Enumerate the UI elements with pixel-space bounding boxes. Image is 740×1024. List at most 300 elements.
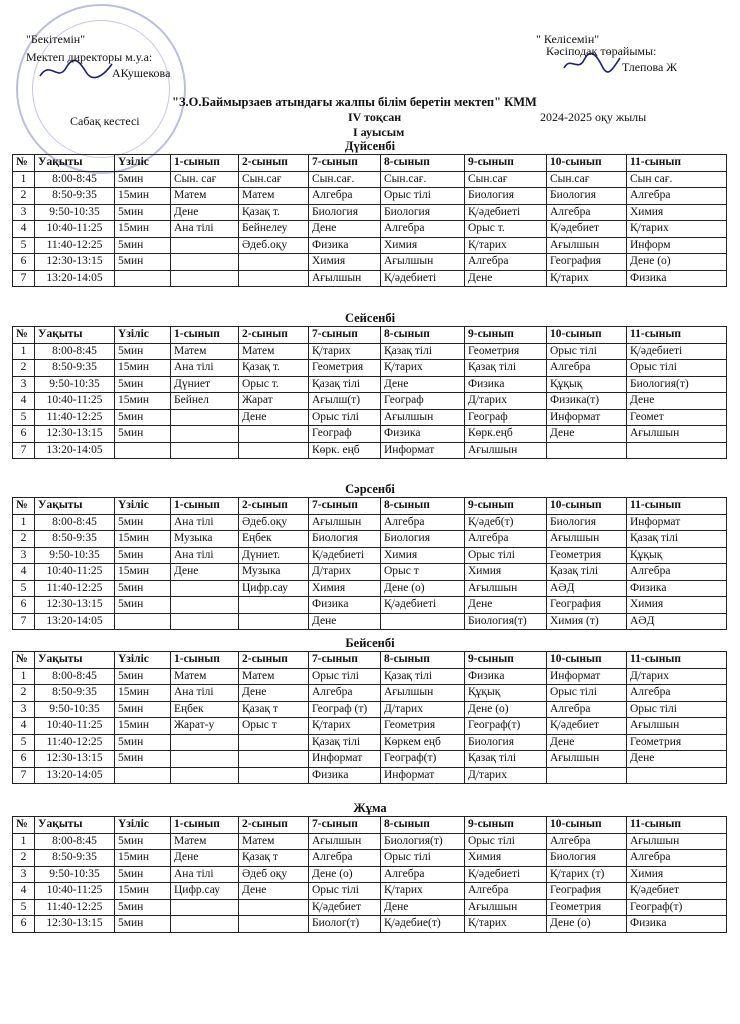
cell-num: 5 (13, 237, 35, 254)
cell-time: 11:40-12:25 (35, 409, 115, 426)
cell-grade2: Орыс т (239, 718, 309, 735)
table-row (13, 171, 727, 188)
cell-num: 4 (13, 564, 35, 581)
quarter-label: IV тоқсан (348, 110, 402, 124)
cell-grade10: Химия (т) (547, 613, 627, 630)
cell-grade8: Информат (381, 442, 465, 459)
cell-num: 6 (13, 426, 35, 443)
cell-time: 8:50-9:35 (35, 850, 115, 867)
cell-break: 5мин (115, 204, 171, 221)
cell-grade9: Ағылшын (465, 442, 547, 459)
cell-grade11: Д/тарих (627, 668, 727, 685)
cell-grade11: Дене (627, 393, 727, 410)
cell-time: 12:30-13:15 (35, 254, 115, 271)
cell-grade7: Географ (309, 426, 381, 443)
table-row (13, 564, 727, 581)
cell-grade8: Химия (381, 547, 465, 564)
column-header-grade1: 1-сынып (171, 327, 239, 344)
lesson-schedule-label: Сабақ кестесі (70, 114, 140, 128)
column-header-grade11: 11-сынып (627, 155, 727, 172)
cell-time: 11:40-12:25 (35, 734, 115, 751)
cell-num: 7 (13, 442, 35, 459)
cell-grade8: Қ/әдебиеті (381, 597, 465, 614)
cell-grade7: Физика (309, 767, 381, 784)
cell-grade10: Алгебра (547, 701, 627, 718)
column-header-grade9: 9-сынып (465, 498, 547, 515)
cell-grade7: Көрк. еңб (309, 442, 381, 459)
cell-num: 2 (13, 850, 35, 867)
cell-time: 12:30-13:15 (35, 597, 115, 614)
cell-grade7: Қ/әдебиеті (309, 547, 381, 564)
cell-grade8: Биология (381, 531, 465, 548)
cell-grade8: Физика (381, 426, 465, 443)
cell-grade11: Алгебра (627, 188, 727, 205)
cell-break: 15мин (115, 850, 171, 867)
cell-grade2 (239, 613, 309, 630)
cell-grade11: Құқық (627, 547, 727, 564)
cell-grade1 (171, 442, 239, 459)
cell-break (115, 767, 171, 784)
cell-grade2 (239, 734, 309, 751)
schedule-table (12, 326, 727, 459)
cell-num: 3 (13, 866, 35, 883)
column-header-grade9: 9-сынып (465, 652, 547, 669)
column-header-break: Үзіліс (115, 155, 171, 172)
cell-num: 1 (13, 668, 35, 685)
cell-grade1 (171, 270, 239, 287)
table-row (13, 188, 727, 205)
cell-grade10: Орыс тілі (547, 685, 627, 702)
cell-grade11: Химия (627, 866, 727, 883)
cell-grade8 (381, 613, 465, 630)
table-row (13, 254, 727, 271)
cell-grade2: Еңбек (239, 531, 309, 548)
cell-time: 9:50-10:35 (35, 204, 115, 221)
cell-grade2: Жарат (239, 393, 309, 410)
table-row (13, 751, 727, 768)
cell-time: 10:40-11:25 (35, 718, 115, 735)
cell-grade11: Биология(т) (627, 376, 727, 393)
cell-grade8: Көркем еңб (381, 734, 465, 751)
cell-grade2: Қазақ т. (239, 360, 309, 377)
cell-num: 2 (13, 188, 35, 205)
table-row (13, 833, 727, 850)
cell-grade11: Сын сағ. (627, 171, 727, 188)
cell-grade2: Дене (239, 883, 309, 900)
cell-grade11: Қ/тарих (627, 221, 727, 238)
table-row (13, 580, 727, 597)
cell-grade11: Алгебра (627, 685, 727, 702)
cell-grade8: Орыс т (381, 564, 465, 581)
cell-grade7: Қ/тарих (309, 718, 381, 735)
cell-grade9: Қ/тарих (465, 237, 547, 254)
cell-time: 13:20-14:05 (35, 270, 115, 287)
cell-time: 8:00-8:45 (35, 514, 115, 531)
cell-grade9: Қазақ тілі (465, 360, 547, 377)
cell-grade8: Дене (381, 899, 465, 916)
cell-num: 1 (13, 171, 35, 188)
cell-grade1: Ана тілі (171, 514, 239, 531)
cell-break: 5мин (115, 701, 171, 718)
cell-grade7: Географ (т) (309, 701, 381, 718)
column-header-grade2: 2-сынып (239, 652, 309, 669)
column-header-grade1: 1-сынып (171, 652, 239, 669)
cell-grade7: Ағылшын (309, 833, 381, 850)
cell-grade2: Музыка (239, 564, 309, 581)
cell-grade10: Сын.сағ (547, 171, 627, 188)
column-header-grade7: 7-сынып (309, 817, 381, 834)
cell-grade9: Қ/тарих (465, 916, 547, 933)
cell-break: 15мин (115, 718, 171, 735)
cell-break: 5мин (115, 597, 171, 614)
cell-grade8: Қ/әдебиеті (381, 270, 465, 287)
approve-title: "Бекітемін" (26, 32, 86, 46)
cell-grade8: Қазақ тілі (381, 668, 465, 685)
cell-grade9: Қазақ тілі (465, 751, 547, 768)
table-row (13, 685, 727, 702)
column-header-grade10: 10-сынып (547, 327, 627, 344)
cell-grade11: Географ(т) (627, 899, 727, 916)
cell-break: 15мин (115, 188, 171, 205)
column-header-num: № (13, 498, 35, 515)
cell-grade11: Ағылшын (627, 426, 727, 443)
cell-grade11: Геометрия (627, 734, 727, 751)
table-row (13, 376, 727, 393)
director-title: Мектеп директоры м.у.а: (26, 50, 153, 64)
cell-break: 5мин (115, 343, 171, 360)
cell-grade9: Д/тарих (465, 767, 547, 784)
cell-grade2 (239, 426, 309, 443)
cell-grade2: Әдеб оқу (239, 866, 309, 883)
cell-grade11: Физика (627, 270, 727, 287)
table-row (13, 718, 727, 735)
day-title: Жұма (353, 801, 387, 815)
cell-grade7: Д/тарих (309, 564, 381, 581)
cell-break: 5мин (115, 866, 171, 883)
cell-num: 5 (13, 409, 35, 426)
cell-time: 9:50-10:35 (35, 701, 115, 718)
cell-grade2: Матем (239, 833, 309, 850)
cell-grade10: Қ/әдебиет (547, 718, 627, 735)
column-header-grade10: 10-сынып (547, 817, 627, 834)
cell-break: 5мин (115, 751, 171, 768)
cell-grade8: Информат (381, 767, 465, 784)
cell-grade7: Қ/әдебиет (309, 899, 381, 916)
cell-grade7: Орыс тілі (309, 883, 381, 900)
cell-grade11: Химия (627, 204, 727, 221)
cell-grade2 (239, 597, 309, 614)
cell-grade10: Биология (547, 188, 627, 205)
cell-grade1 (171, 899, 239, 916)
cell-time: 10:40-11:25 (35, 883, 115, 900)
cell-grade7: Алгебра (309, 685, 381, 702)
cell-grade8: Географ(т) (381, 751, 465, 768)
schedule-table (12, 816, 727, 933)
cell-grade10: Дене (о) (547, 916, 627, 933)
cell-grade11: Геомет (627, 409, 727, 426)
cell-grade1: Бейнел (171, 393, 239, 410)
cell-grade9: Биология (465, 188, 547, 205)
cell-grade10: Алгебра (547, 360, 627, 377)
cell-grade1: Дене (171, 564, 239, 581)
cell-grade7: Химия (309, 254, 381, 271)
cell-grade7: Алгебра (309, 188, 381, 205)
cell-grade9: Қ/әдебиеті (465, 204, 547, 221)
cell-grade10: Қазақ тілі (547, 564, 627, 581)
cell-num: 6 (13, 916, 35, 933)
cell-grade2 (239, 751, 309, 768)
cell-grade8: Қ/әдебие(т) (381, 916, 465, 933)
cell-num: 5 (13, 899, 35, 916)
table-row (13, 221, 727, 238)
cell-grade9: Дене (465, 597, 547, 614)
cell-grade2: Матем (239, 668, 309, 685)
cell-grade1 (171, 613, 239, 630)
cell-grade2: Орыс т. (239, 376, 309, 393)
cell-grade9: Қ/әдеб(т) (465, 514, 547, 531)
cell-grade8: Қ/тарих (381, 360, 465, 377)
cell-time: 9:50-10:35 (35, 376, 115, 393)
column-header-grade8: 8-сынып (381, 652, 465, 669)
cell-grade7: Геометрия (309, 360, 381, 377)
cell-grade2 (239, 916, 309, 933)
cell-grade8: Ағылшын (381, 254, 465, 271)
cell-grade10: Қ/әдебиет (547, 221, 627, 238)
cell-grade2: Қазақ т. (239, 204, 309, 221)
column-header-time: Уақыты (35, 155, 115, 172)
cell-grade10: Дене (547, 426, 627, 443)
cell-grade10: География (547, 883, 627, 900)
cell-grade8: Ағылшын (381, 685, 465, 702)
cell-grade10: Дене (547, 734, 627, 751)
director-name: АКушекова (112, 66, 171, 80)
cell-grade11: Қ/әдебиеті (627, 343, 727, 360)
cell-grade8: Орыс тілі (381, 188, 465, 205)
cell-num: 3 (13, 701, 35, 718)
cell-grade7: Информат (309, 751, 381, 768)
cell-time: 8:50-9:35 (35, 531, 115, 548)
cell-num: 2 (13, 360, 35, 377)
cell-grade1: Ана тілі (171, 221, 239, 238)
cell-time: 10:40-11:25 (35, 221, 115, 238)
table-row (13, 270, 727, 287)
cell-break: 5мин (115, 547, 171, 564)
academic-year: 2024-2025 оқу жылы (540, 110, 647, 124)
school-title: "З.О.Баймырзаев атындағы жалпы білім беретін мектеп" КММ (172, 95, 537, 109)
table-row (13, 409, 727, 426)
cell-grade1 (171, 426, 239, 443)
cell-grade9: Географ(т) (465, 718, 547, 735)
cell-grade11: Ағылшын (627, 718, 727, 735)
column-header-grade10: 10-сынып (547, 155, 627, 172)
column-header-grade11: 11-сынып (627, 327, 727, 344)
cell-break: 5мин (115, 916, 171, 933)
table-row (13, 531, 727, 548)
union-chair-name: Тлепова Ж (622, 60, 678, 74)
cell-grade2: Қазақ т (239, 850, 309, 867)
cell-grade11: Информ (627, 237, 727, 254)
cell-grade11 (627, 767, 727, 784)
cell-grade11: Ағылшын (627, 833, 727, 850)
cell-grade1 (171, 734, 239, 751)
cell-grade9: Алгебра (465, 883, 547, 900)
cell-grade1: Музыка (171, 531, 239, 548)
column-header-grade8: 8-сынып (381, 498, 465, 515)
cell-grade2: Цифр.сау (239, 580, 309, 597)
cell-time: 11:40-12:25 (35, 580, 115, 597)
cell-grade8: Орыс тілі (381, 850, 465, 867)
schedule-table (12, 651, 727, 784)
cell-grade7: Дене (о) (309, 866, 381, 883)
cell-grade10: География (547, 254, 627, 271)
column-header-time: Уақыты (35, 327, 115, 344)
table-row (13, 613, 727, 630)
cell-break: 5мин (115, 171, 171, 188)
cell-break (115, 613, 171, 630)
cell-num: 2 (13, 531, 35, 548)
column-header-break: Үзіліс (115, 327, 171, 344)
cell-grade1 (171, 409, 239, 426)
cell-grade7: Ағылшын (309, 514, 381, 531)
cell-grade11: Химия (627, 597, 727, 614)
cell-grade7: Биолог(т) (309, 916, 381, 933)
cell-num: 7 (13, 270, 35, 287)
cell-grade10 (547, 767, 627, 784)
cell-grade11: Алгебра (627, 564, 727, 581)
table-row (13, 866, 727, 883)
cell-break: 5мин (115, 734, 171, 751)
cell-grade7: Сын.сағ. (309, 171, 381, 188)
cell-grade7: Дене (309, 221, 381, 238)
column-header-grade7: 7-сынып (309, 327, 381, 344)
cell-grade10: Информат (547, 668, 627, 685)
day-title: Бейсенбі (345, 636, 395, 650)
cell-grade8: Сын.сағ. (381, 171, 465, 188)
cell-grade9: Құқық (465, 685, 547, 702)
cell-time: 8:50-9:35 (35, 360, 115, 377)
cell-grade9: Дене (о) (465, 701, 547, 718)
cell-grade8: Геометрия (381, 718, 465, 735)
cell-grade9: Ағылшын (465, 899, 547, 916)
cell-grade8: Ағылшын (381, 409, 465, 426)
cell-grade1 (171, 751, 239, 768)
cell-grade1: Дене (171, 204, 239, 221)
cell-time: 8:00-8:45 (35, 833, 115, 850)
cell-grade11: Информат (627, 514, 727, 531)
cell-grade9: Орыс тілі (465, 833, 547, 850)
cell-grade10: Алгебра (547, 833, 627, 850)
column-header-grade7: 7-сынып (309, 155, 381, 172)
column-header-grade7: 7-сынып (309, 652, 381, 669)
table-row (13, 237, 727, 254)
cell-num: 6 (13, 751, 35, 768)
column-header-grade1: 1-сынып (171, 817, 239, 834)
cell-num: 2 (13, 685, 35, 702)
cell-break: 15мин (115, 393, 171, 410)
cell-grade2: Сын.сағ (239, 171, 309, 188)
cell-grade9: Химия (465, 850, 547, 867)
cell-grade10: География (547, 597, 627, 614)
table-row (13, 514, 727, 531)
cell-break: 5мин (115, 376, 171, 393)
cell-num: 3 (13, 204, 35, 221)
cell-grade8: Алгебра (381, 866, 465, 883)
cell-grade1 (171, 597, 239, 614)
cell-time: 10:40-11:25 (35, 564, 115, 581)
cell-grade1: Матем (171, 833, 239, 850)
column-header-grade11: 11-сынып (627, 652, 727, 669)
cell-grade2 (239, 767, 309, 784)
cell-grade2: Дүниет. (239, 547, 309, 564)
cell-num: 5 (13, 580, 35, 597)
cell-grade7: Алгебра (309, 850, 381, 867)
cell-break: 5мин (115, 514, 171, 531)
cell-grade11: АӘД (627, 613, 727, 630)
cell-grade10: Биология (547, 514, 627, 531)
cell-grade11: Қ/әдебиет (627, 883, 727, 900)
cell-grade10: Ағылшын (547, 531, 627, 548)
table-row (13, 547, 727, 564)
cell-grade9: Орыс т. (465, 221, 547, 238)
cell-grade1: Сын. сағ (171, 171, 239, 188)
cell-grade9: Д/тарих (465, 393, 547, 410)
cell-grade9: Дене (465, 270, 547, 287)
cell-time: 12:30-13:15 (35, 751, 115, 768)
cell-grade7: Физика (309, 597, 381, 614)
cell-grade7: Ағылш(т) (309, 393, 381, 410)
cell-num: 6 (13, 254, 35, 271)
cell-grade11 (627, 442, 727, 459)
cell-num: 1 (13, 833, 35, 850)
cell-break: 5мин (115, 668, 171, 685)
cell-num: 4 (13, 221, 35, 238)
shift-label: І ауысым (353, 125, 405, 139)
cell-grade7: Ағылшын (309, 270, 381, 287)
cell-grade2 (239, 899, 309, 916)
cell-grade8: Алгебра (381, 514, 465, 531)
table-row (13, 883, 727, 900)
cell-grade2: Қазақ т (239, 701, 309, 718)
table-row (13, 426, 727, 443)
cell-grade1: Ана тілі (171, 547, 239, 564)
cell-grade9: Орыс тілі (465, 547, 547, 564)
cell-grade9: Геометрия (465, 343, 547, 360)
cell-grade8: Биология(т) (381, 833, 465, 850)
cell-grade9: Биология (465, 734, 547, 751)
cell-grade10: Алгебра (547, 204, 627, 221)
header-row (13, 327, 727, 344)
cell-grade1: Ана тілі (171, 866, 239, 883)
cell-num: 4 (13, 883, 35, 900)
header-row (13, 498, 727, 515)
column-header-break: Үзіліс (115, 498, 171, 515)
cell-grade9: Географ (465, 409, 547, 426)
cell-break: 5мин (115, 237, 171, 254)
cell-grade10: Ағылшын (547, 237, 627, 254)
cell-grade10: Физика(т) (547, 393, 627, 410)
day-title: Сәрсенбі (345, 482, 395, 496)
cell-grade9: Қ/әдебиеті (465, 866, 547, 883)
table-row (13, 393, 727, 410)
cell-break: 5мин (115, 580, 171, 597)
schedule-table (12, 497, 727, 630)
cell-grade7: Қазақ тілі (309, 376, 381, 393)
cell-grade7: Физика (309, 237, 381, 254)
cell-break: 15мин (115, 531, 171, 548)
table-row (13, 767, 727, 784)
column-header-grade2: 2-сынып (239, 327, 309, 344)
cell-grade8: Қ/тарих (381, 883, 465, 900)
